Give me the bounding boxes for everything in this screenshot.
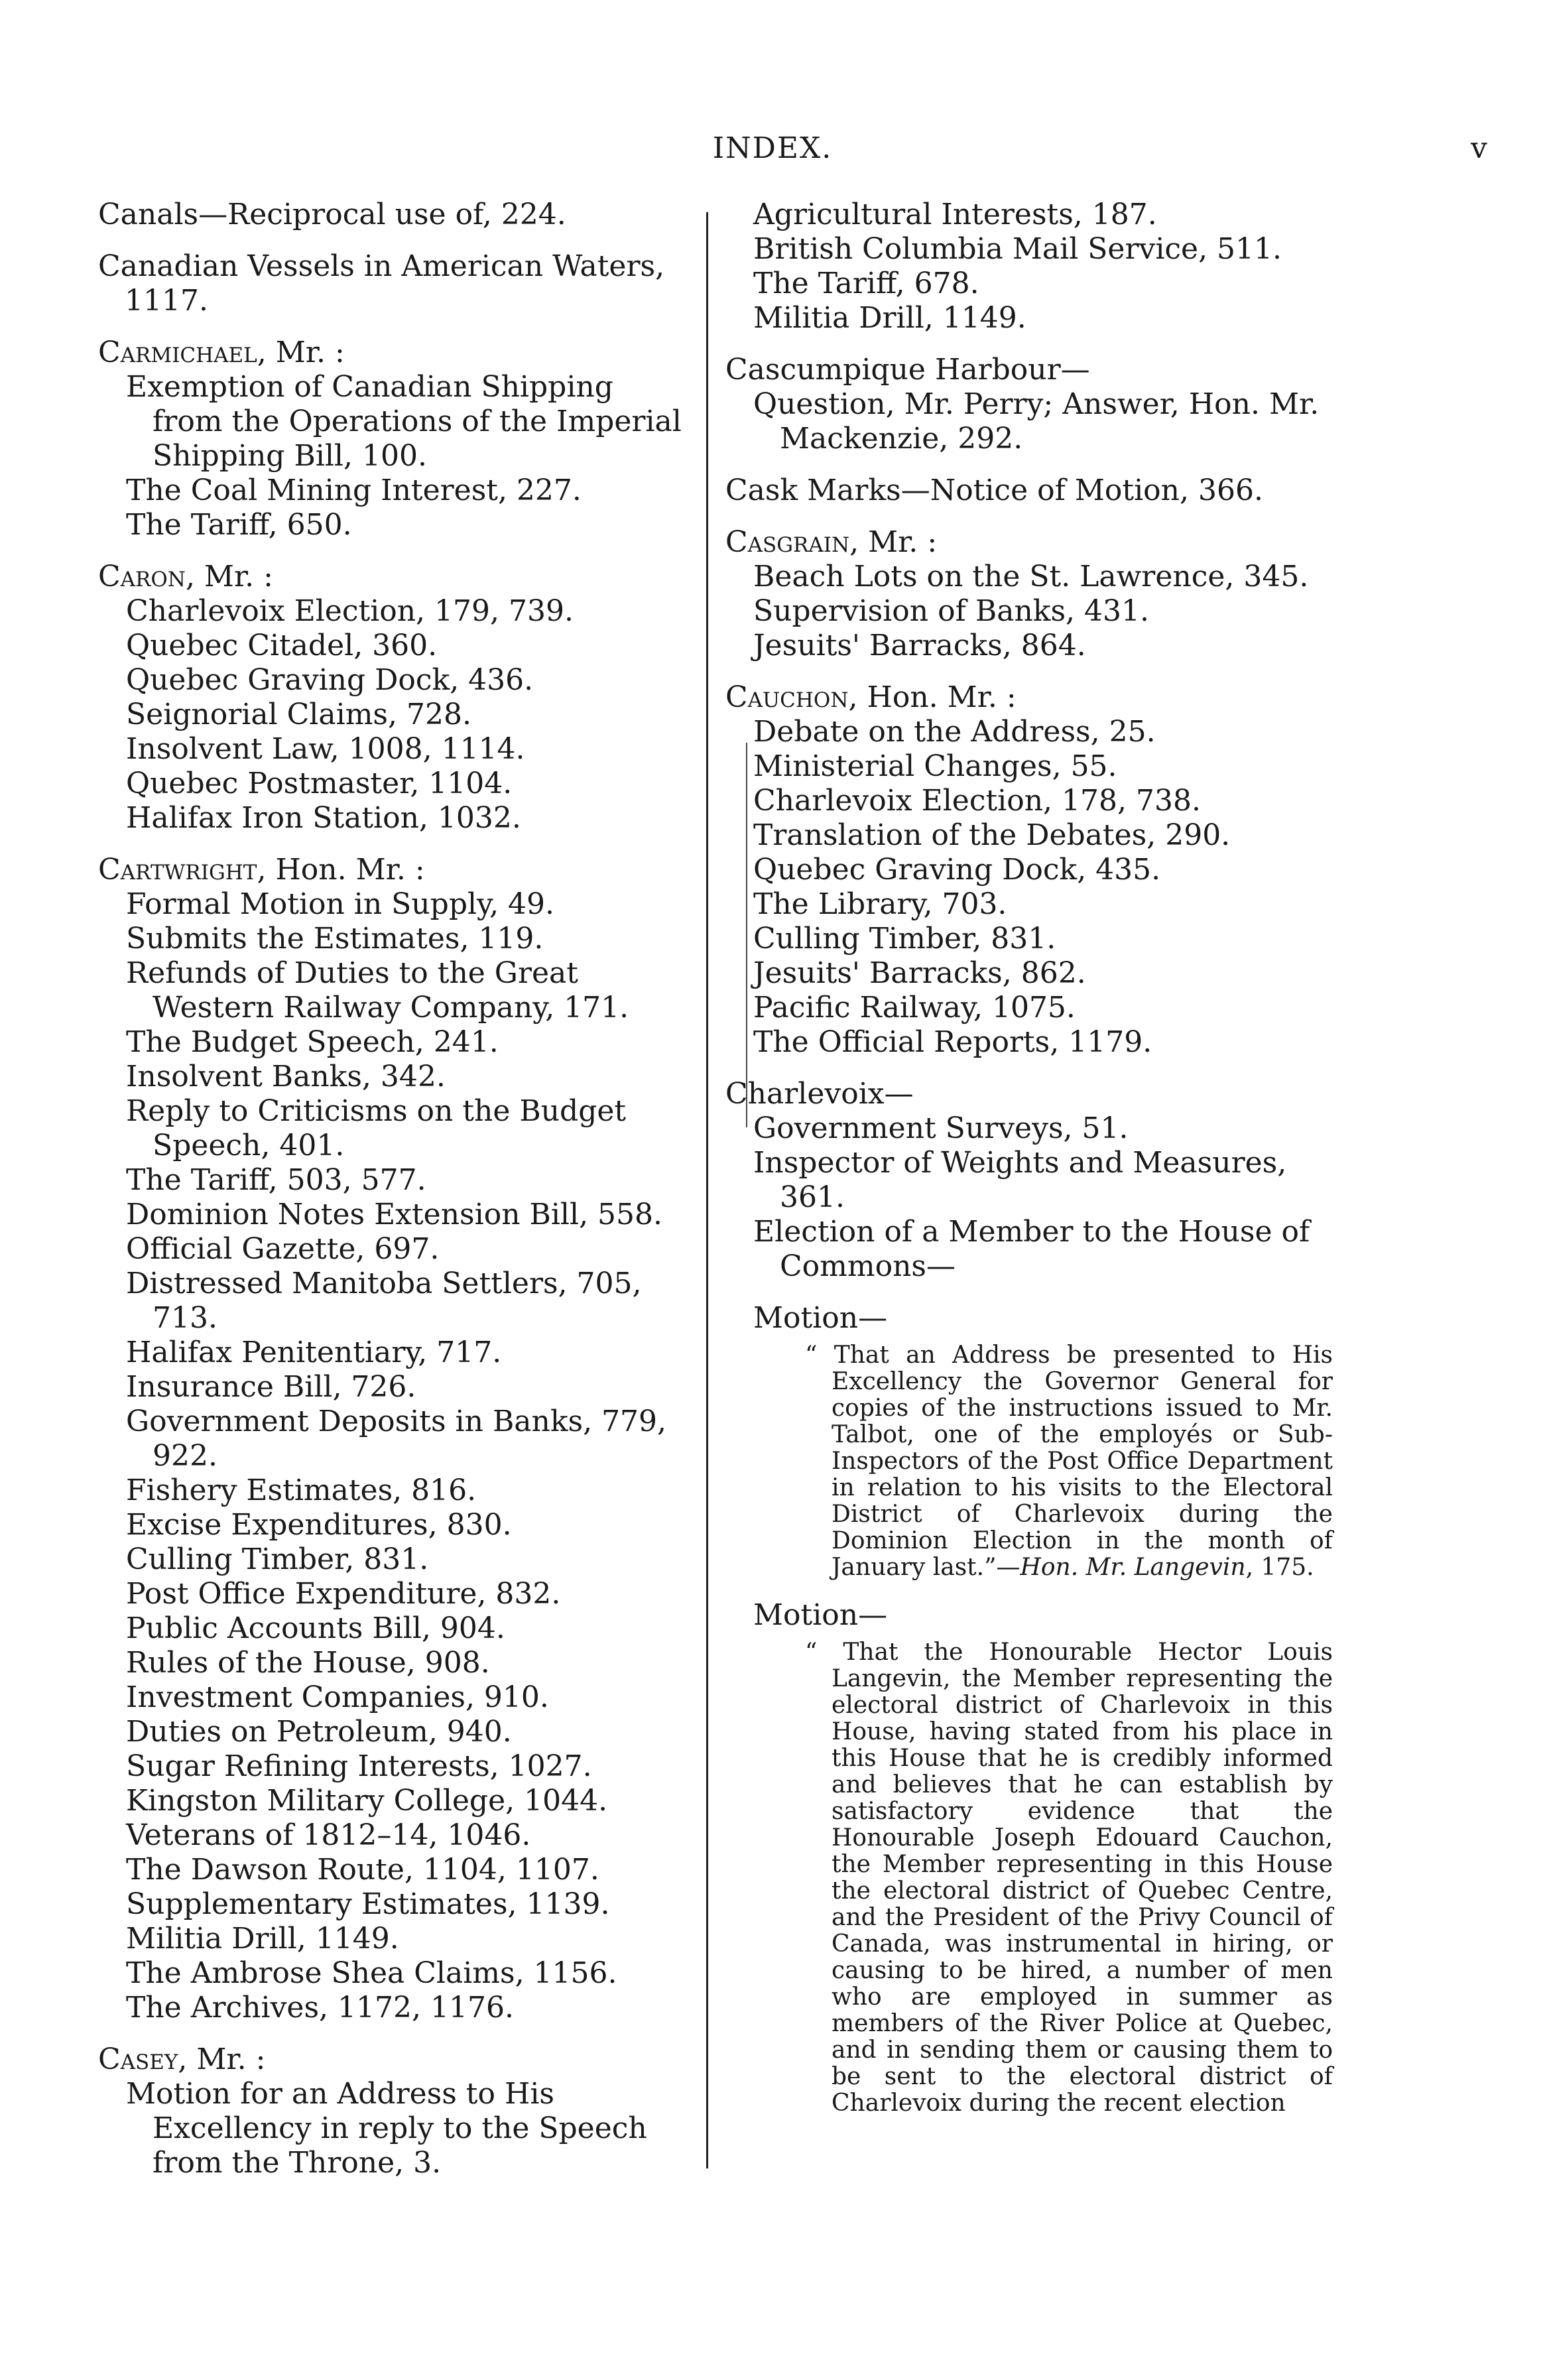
index-subentry: The Coal Mining Interest, 227.: [126, 473, 582, 507]
index-subentry: The Dawson Route, 1104, 1107.: [126, 1853, 599, 1887]
index-subentry: Government Deposits in Banks, 779, 922.: [126, 1405, 667, 1473]
index-subentry: Veterans of 1812–14, 1046.: [126, 1818, 531, 1852]
index-subentry: The Official Reports, 1179.: [753, 1025, 1152, 1059]
index-subentry: Kingston Military College, 1044.: [126, 1784, 608, 1818]
index-subentry: Post Office Expenditure, 832.: [126, 1577, 561, 1611]
index-entry: Cask Marks—Notice of Motion, 366.: [725, 473, 1263, 507]
index-subentry: Quebec Graving Dock, 435.: [753, 853, 1161, 887]
index-subentry: Submits the Estimates, 119.: [126, 922, 544, 956]
index-subentry: Ministerial Changes, 55.: [753, 749, 1117, 783]
heading-suffix: , Hon. Mr. :: [257, 853, 425, 887]
index-subentry: Insolvent Banks, 342.: [126, 1060, 446, 1094]
index-heading: [98, 560, 692, 594]
index-subentry: Question, Mr. Perry; Answer, Hon. Mr. Mackenzie, 292.: [753, 387, 1320, 456]
motion-label: Motion—: [753, 1301, 888, 1335]
index-subentry: Formal Motion in Supply, 49.: [126, 887, 555, 921]
index-entry: Canals—Reciprocal use of, 224.: [98, 198, 566, 231]
heading-name: Casgrain: [725, 525, 850, 559]
motion-quote: [725, 1342, 1333, 1581]
page-number: v: [1471, 131, 1487, 165]
index-subentry: Charlevoix Election, 178, 738.: [753, 784, 1201, 818]
index-subentry: Pacific Railway, 1075.: [753, 991, 1076, 1025]
index-subentry: Distressed Manitoba Settlers, 705, 713.: [126, 1267, 642, 1335]
index-subentry: Supplementary Estimates, 1139.: [126, 1887, 610, 1921]
index-subentry: Culling Timber, 831.: [753, 922, 1056, 956]
motion-label: Motion—: [753, 1598, 888, 1632]
heading-name: Cartwright: [98, 853, 257, 887]
index-subentry: Insurance Bill, 726.: [126, 1370, 416, 1404]
index-subentry: Excise Expenditures, 830.: [126, 1508, 512, 1542]
index-subentry: Exemption of Canadian Shipping from the Operations of the Imperial Shipping Bill, 100.: [126, 370, 682, 473]
index-subentry: Culling Timber, 831.: [126, 1542, 429, 1576]
index-subentry: Insolvent Law, 1008, 1114.: [126, 732, 525, 766]
index-subentry: Public Accounts Bill, 904.: [126, 1611, 505, 1645]
index-subentry: Militia Drill, 1149.: [753, 301, 1026, 335]
column-divider: [706, 212, 708, 2168]
index-subentry: Agricultural Interests, 187.: [753, 198, 1157, 231]
index-subentry: The Library, 703.: [753, 887, 1007, 921]
index-subentry: British Columbia Mail Service, 511.: [753, 232, 1282, 266]
index-entry: Canadian Vessels in American Waters, 1117.: [98, 249, 665, 318]
index-subentry: The Ambrose Shea Claims, 1156.: [126, 1956, 617, 1990]
left-column: [98, 198, 692, 2180]
index-subentry: Duties on Petroleum, 940.: [126, 1715, 512, 1749]
index-subentry: Charlevoix Election, 179, 739.: [126, 594, 574, 628]
index-subentry: Quebec Citadel, 360.: [126, 629, 438, 662]
index-subentry: Debate on the Address, 25.: [753, 715, 1156, 749]
index-subentry: Seignorial Claims, 728.: [126, 698, 471, 731]
index-subentry: The Tariff, 678.: [753, 267, 979, 300]
quote-attribution: Hon. Mr. Langevin: [1020, 1554, 1246, 1581]
index-subentry: Sugar Refining Interests, 1027.: [126, 1749, 592, 1783]
quote-text: “ That an Address be presented to His Excellency the Governor General for copies of the instructions issued to Mr. Talbot, one of the employés or Sub-Inspectors of the Post Office Department in relation to his visits to the Electoral District of Charlevoix during the Dominion Election in the month of January last.”—: [805, 1342, 1333, 1581]
index-subentry: Quebec Postmaster, 1104.: [126, 767, 513, 800]
index-heading: [725, 525, 1333, 560]
index-subentry: The Archives, 1172, 1176.: [126, 1991, 514, 2025]
index-subentry: Quebec Graving Dock, 436.: [126, 663, 534, 697]
index-heading: [725, 680, 1333, 715]
index-subentry: Government Surveys, 51.: [753, 1111, 1129, 1145]
index-entry: Charlevoix—: [725, 1077, 914, 1111]
heading-suffix: , Hon. Mr. :: [848, 680, 1017, 714]
index-subentry: Fishery Estimates, 816.: [126, 1473, 477, 1507]
index-subentry: Halifax Penitentiary, 717.: [126, 1336, 502, 1369]
index-subentry: Rules of the House, 908.: [126, 1646, 490, 1680]
right-column: [725, 198, 1333, 2117]
heading-suffix: , Mr. :: [178, 2042, 266, 2076]
heading-suffix: , Mr. :: [185, 560, 273, 594]
index-subentry: Inspector of Weights and Measures, 361.: [753, 1146, 1287, 1214]
index-subentry: Jesuits' Barracks, 864.: [753, 629, 1086, 662]
index-subentry: Translation of the Debates, 290.: [753, 818, 1231, 852]
heading-suffix: , Mr. :: [257, 336, 345, 369]
quote-text: “ That the Honourable Hector Louis Langevin, the Member representing the electoral district of Charlevoix in this House, having stated from his place in this House that he is credibly informed and believes that he can establish by satisfactory evidence that the Honourable Joseph Edouard Cauchon, the Member representing in this House the electoral district of Quebec Centre, and the President of the Privy Council of Canada, was instrumental in hiring, or causing to be hired, a number of men who are employed in summer as members of the River Police at Quebec, and in sending them or causing them to be sent to the electoral district of Charlevoix during the recent election: [805, 1639, 1333, 2117]
index-subentry: Official Gazette, 697.: [126, 1232, 440, 1266]
index-subentry: Militia Drill, 1149.: [126, 1922, 399, 1956]
index-subentry: The Tariff, 503, 577.: [126, 1163, 426, 1197]
heading-suffix: , Mr. :: [849, 525, 938, 559]
index-subentry: Election of a Member to the House of Commons—: [753, 1215, 1310, 1283]
index-subentry: Motion for an Address to His Excellency in reply to the Speech from the Throne, 3.: [126, 2077, 647, 2180]
index-subentry: Refunds of Duties to the Great Western Railway Company, 171.: [126, 956, 629, 1025]
index-heading: [98, 2042, 692, 2077]
heading-name: Carmichael: [98, 336, 257, 369]
index-subentry: Jesuits' Barracks, 862.: [753, 956, 1086, 990]
index-subentry: Supervision of Banks, 431.: [753, 594, 1149, 628]
heading-name: Cauchon: [725, 680, 849, 714]
heading-name: Caron: [98, 560, 186, 594]
index-subentry: Halifax Iron Station, 1032.: [126, 801, 521, 835]
page-header-title: INDEX.: [712, 131, 833, 165]
index-subentry: The Tariff, 650.: [126, 508, 352, 542]
motion-quote: [725, 1639, 1333, 2117]
index-heading: [98, 853, 692, 887]
index-subentry: Dominion Notes Extension Bill, 558.: [126, 1198, 663, 1231]
index-subentry: Investment Companies, 910.: [126, 1680, 549, 1714]
index-entry: Cascumpique Harbour—: [725, 353, 1090, 387]
index-subentry: Beach Lots on the St. Lawrence, 345.: [753, 560, 1309, 594]
index-subentry: The Budget Speech, 241.: [126, 1025, 499, 1059]
index-subentry: Reply to Criticisms on the Budget Speech, 401.: [126, 1094, 627, 1162]
quote-ref: , 175.: [1245, 1554, 1314, 1581]
heading-name: Casey: [98, 2042, 178, 2076]
index-heading: [98, 336, 692, 370]
